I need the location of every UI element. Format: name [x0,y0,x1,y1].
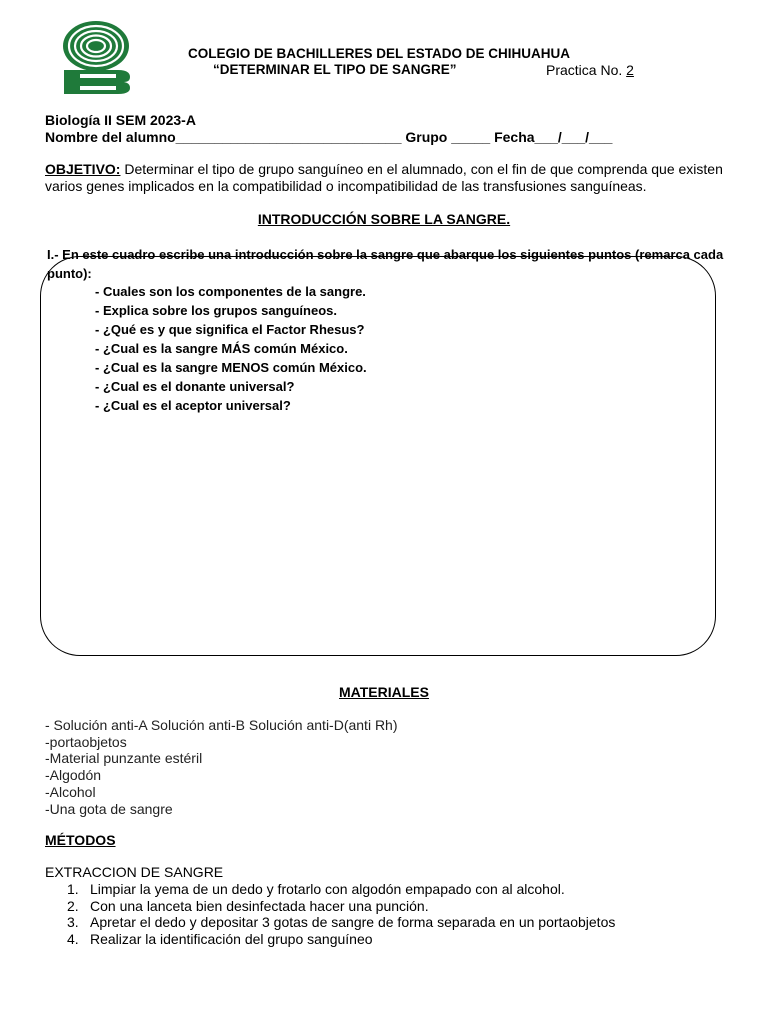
intro-point: - ¿Cual es el aceptor universal? [95,398,291,413]
material-item: - Solución anti-A Solución anti-B Solución anti-D(anti Rh) [45,717,398,733]
method-step: 2. Con una lanceta bien desinfectada hacer una punción. [67,897,429,914]
intro-point: - ¿Cual es el donante universal? [95,379,295,394]
intro-point: - Explica sobre los grupos sanguíneos. [95,303,337,318]
course-line: Biología II SEM 2023-A [45,112,196,128]
method-step: 1. Limpiar la yema de un dedo y frotarlo con algodón empapado con al alcohol. [67,881,565,897]
intro-point: - Cuales son los componentes de la sangre. [95,284,366,299]
practice-number-value: 2 [626,62,634,78]
intro-instruction: I.- En este cuadro escribe una introducción sobre la sangre que abarque los siguientes puntos (remarca cada punto): [47,247,724,281]
intro-points [95,282,367,415]
intro-point: - ¿Cual es la sangre MENOS común México. [95,360,367,375]
methods-steps [67,881,615,947]
method-step: 4. Realizar la identificación del grupo sanguíneo [67,930,373,947]
practice-title: “DETERMINAR EL TIPO DE SANGRE” [213,62,457,77]
methods-subtitle: EXTRACCION DE SANGRE [45,864,224,880]
intro-title: INTRODUCCIÓN SOBRE LA SANGRE. [257,211,511,227]
materials-list [45,717,398,817]
practice-label: Practica No. [546,62,623,78]
objective-label: OBJETIVO: [45,161,121,177]
material-item: -Material punzante estéril [45,750,203,767]
intro-point: - ¿Qué es y que significa el Factor Rhesus? [95,322,365,337]
methods-title: MÉTODOS [45,832,116,848]
material-item: -portaobjetos [45,733,127,750]
student-line: Nombre del alumno_____________________________ Grupo _____ Fecha___/___/___ [45,129,613,145]
intro-point: - ¿Cual es la sangre MÁS común México. [95,341,348,356]
method-step: 3. Apretar el dedo y depositar 3 gotas de sangre de forma separada en un portaobjetos [67,914,616,931]
practice-number [546,62,634,78]
material-item: -Algodón [45,767,102,784]
objective [45,161,735,194]
institution-title: COLEGIO DE BACHILLERES DEL ESTADO DE CHIHUAHUA [188,46,571,61]
material-item: -Alcohol [45,783,96,800]
materials-title: MATERIALES [339,684,429,700]
objective-text: Determinar el tipo de grupo sanguíneo en el alumnado, con el fin de que comprenda que existen varios genes implicados en la compatibilidad o incompatibilidad de las transfusiones sanguíneas. [45,161,723,194]
cobach-logo-icon [60,20,132,94]
material-item: -Una gota de sangre [45,800,173,817]
